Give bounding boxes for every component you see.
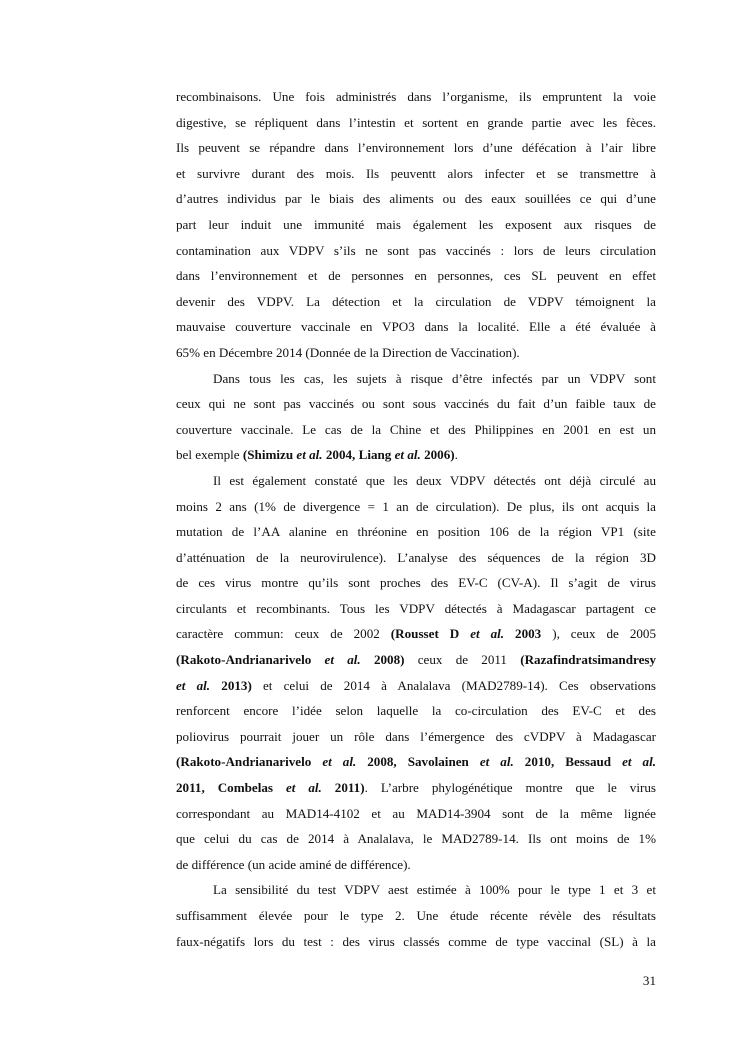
citation-text: et al.: [470, 626, 505, 642]
body-text: digestive, se répliquent dans l’intestin et sortent en grande partie avec les fèces.: [176, 114, 656, 130]
citation-text: (Rousset D: [390, 626, 471, 642]
body-text: ceux qui ne sont pas vaccinés ou sont sous vaccinés du fait d’un faible taux de: [176, 396, 656, 412]
citation-text: (Rakoto-Andrianarivelo: [176, 754, 323, 770]
text-line: [176, 494, 656, 520]
text-line: [176, 135, 656, 161]
text-line: [176, 314, 656, 340]
body-text: que celui du cas de 2014 à Analalava, le MAD2789-14. Ils ont moins de 1%: [176, 831, 656, 847]
citation-text: et al.: [324, 652, 361, 668]
body-text: et celui de 2014 à Analalava (MAD2789-14). Ces observations: [251, 677, 656, 693]
citation-text: 2013): [210, 677, 252, 693]
body-text: renforcent encore l’idée selon laquelle la co-circulation des EV-C et des: [176, 703, 656, 719]
text-line: [176, 826, 656, 852]
body-text: recombinaisons. Une fois administrés dans l’organisme, ils empruntent la voie: [176, 89, 656, 104]
body-text: Il est également constaté que les deux VDPV détectés ont déjà circulé au: [213, 472, 656, 488]
paragraph-p1: [176, 84, 656, 366]
text-line: [176, 596, 656, 622]
body-text: d’atténuation de la neurovirulence). L’analyse des séquences de la région 3D: [176, 549, 656, 565]
text-line: [176, 724, 656, 750]
text-line: [176, 570, 656, 596]
body-text: ceux de 2011: [404, 652, 521, 668]
text-line: [176, 263, 656, 289]
citation-text: 2011, Combelas: [176, 780, 286, 796]
text-line: [176, 212, 656, 238]
body-text: moins 2 ans (1% de divergence = 1 an de circulation). De plus, ils ont acquis la: [176, 498, 656, 514]
citation-text: 2003: [504, 626, 553, 642]
text-line: [176, 698, 656, 724]
body-text: devenir des VDPV. La détection et la circulation de VDPV témoignent la: [176, 293, 656, 309]
body-text: Ils peuvent se répandre dans l’environnement lors d’une défécation à l’air libre: [176, 140, 656, 156]
citation-text: 2004, Liang: [322, 447, 395, 463]
body-text: dans l’environnement et de personnes en personnes, ces SL peuvent en effet: [176, 268, 656, 284]
body-text: de ces virus montre qu’ils sont proches des EV-C (CV-A). Il s’agit de virus: [176, 575, 656, 591]
citation-text: et al.: [285, 780, 322, 796]
text-line: [176, 366, 656, 392]
text-line: [176, 647, 656, 673]
citation-text: 2008): [360, 652, 405, 668]
text-line: [176, 84, 656, 110]
body-text: de différence (un acide aminé de différence).: [176, 856, 411, 872]
body-text: Dans tous les cas, les sujets à risque d’être infectés par un VDPV sont: [213, 370, 656, 386]
citation-text: 2011): [321, 780, 365, 796]
body-text: faux-négatifs lors du test : des virus classés comme de type vaccinal (SL) à la: [176, 933, 656, 949]
citation-text: et al.: [176, 677, 211, 693]
body-text: et survivre durant des mois. Ils peuventt alors infecter et se transmettre à: [176, 165, 656, 181]
body-text: d’autres individus par le biais des aliments ou des eaux souillées ce qui d’une: [176, 191, 656, 207]
citation-text: (Shimizu: [242, 447, 297, 463]
text-line: [176, 801, 656, 827]
text-line: [176, 673, 656, 699]
paragraph-p4: [176, 877, 656, 954]
body-text: .: [454, 447, 458, 463]
body-text: mutation de l’AA alanine en thréonine en position 106 de la région VP1 (site: [176, 524, 656, 540]
body-text: mauvaise couverture vaccinale en VPO3 dans la localité. Elle a été évaluée à: [176, 319, 656, 335]
paragraph-p2: [176, 366, 656, 468]
citation-text: et al.: [622, 754, 657, 770]
citation-text: et al.: [394, 447, 421, 463]
body-text: circulants et recombinants. Tous les VDPV détectés à Madagascar partagent ce: [176, 600, 656, 616]
text-line: [176, 545, 656, 571]
text-line: [176, 340, 656, 366]
text-line: [176, 903, 656, 929]
citation-text: et al.: [479, 754, 514, 770]
text-line: [176, 161, 656, 187]
body-text: part leur induit une immunité mais également les exposent aux risques de: [176, 216, 656, 232]
body-text: correspondant au MAD14-4102 et au MAD14-3904 sont de la même lignée: [176, 805, 656, 821]
text-line: [176, 417, 656, 443]
body-text: La sensibilité du test VDPV aest estimée à 100% pour le type 1 et 3 et: [213, 882, 656, 898]
text-line: [176, 391, 656, 417]
citation-text: (Rakoto-Andrianarivelo: [176, 652, 325, 668]
text-line: [176, 621, 656, 647]
citation-text: (Razafindratsimandresy: [520, 652, 657, 668]
body-text: caractère commun: ceux de 2002: [176, 626, 391, 642]
citation-text: 2006): [420, 447, 455, 463]
citation-text: 2008, Savolainen: [356, 754, 480, 770]
text-line: [176, 186, 656, 212]
text-line: [176, 775, 656, 801]
body-text: 65% en Décembre 2014 (Donnée de la Direction de Vaccination).: [176, 344, 520, 360]
text-line: [176, 929, 656, 955]
text-line: [176, 238, 656, 264]
body-text: couverture vaccinale. Le cas de la Chine et des Philippines en 2001 en est un: [176, 421, 656, 437]
page-number: 31: [642, 973, 656, 988]
text-line: [176, 877, 656, 903]
citation-text: 2010, Bessaud: [513, 754, 623, 770]
text-line: [176, 519, 656, 545]
body-text: bel exemple: [176, 447, 243, 463]
text-line: [176, 749, 656, 775]
body-text: suffisamment élevée pour le type 2. Une étude récente révèle des résultats: [176, 908, 656, 923]
text-line: [176, 468, 656, 494]
body-text: contamination aux VDPV s’ils ne sont pas vaccinés : lors de leurs circulation: [176, 242, 656, 258]
text-line: [176, 110, 656, 136]
text-line: [176, 289, 656, 315]
body-text: ), ceux de 2005: [552, 626, 657, 642]
text-line: [176, 852, 656, 878]
citation-text: et al.: [296, 447, 323, 463]
paragraph-p3: [176, 468, 656, 878]
text-line: [176, 442, 656, 468]
document-body: [176, 84, 656, 954]
body-text: poliovirus pourrait jouer un rôle dans l’émergence des cVDPV à Madagascar: [176, 728, 656, 744]
citation-text: et al.: [322, 754, 357, 770]
body-text: . L’arbre phylogénétique montre que le virus: [364, 780, 656, 796]
